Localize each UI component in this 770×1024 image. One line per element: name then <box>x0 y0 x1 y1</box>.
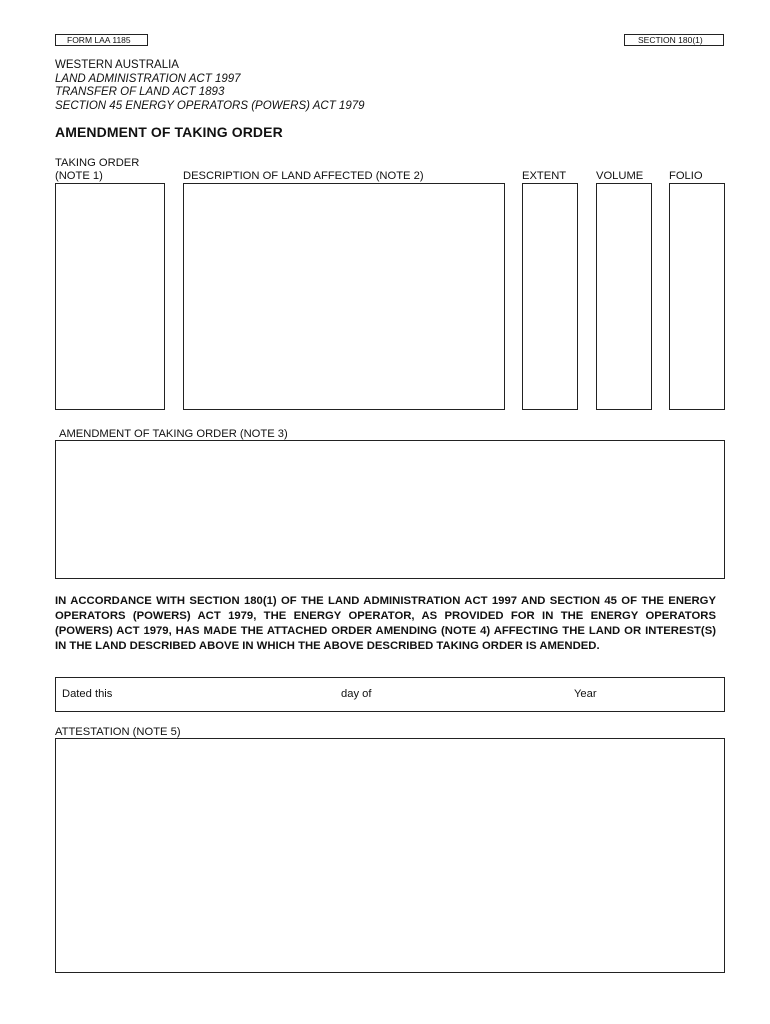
taking-order-label <box>55 157 139 183</box>
year-label: Year <box>574 688 597 700</box>
amendment-label: AMENDMENT OF TAKING ORDER (NOTE 3) <box>59 428 288 440</box>
statement-paragraph: IN ACCORDANCE WITH SECTION 180(1) OF THE LAND ADMINISTRATION ACT 1997 AND SECTION 45 OF THE ENERGY OPERATORS (POWERS) ACT 1979, THE ENERGY OPERATOR, AS PROVIDED FOR IN THE ENERGY OPERATORS (POWERS) ACT 1979, HAS MADE THE ATTACHED ORDER AMENDING (NOTE 4) AFFECTING THE LAND OR INTEREST(S) IN THE LAND DESCRIBED ABOVE IN WHICH THE ABOVE DESCRIBED TAKING ORDER IS AMENDED. <box>55 595 716 652</box>
taking-order-label-line1: TAKING ORDER <box>55 157 140 169</box>
state-name: WESTERN AUSTRALIA <box>55 59 179 71</box>
extent-label: EXTENT <box>522 170 567 182</box>
act-line-1: LAND ADMINISTRATION ACT 1997 <box>55 72 241 85</box>
year-input[interactable] <box>606 686 716 702</box>
extent-field[interactable] <box>523 184 577 409</box>
page-title: AMENDMENT OF TAKING ORDER <box>55 124 283 140</box>
description-field[interactable] <box>184 184 504 409</box>
day-input[interactable] <box>120 686 330 702</box>
attestation-label: ATTESTATION (NOTE 5) <box>55 726 181 738</box>
day-of-label: day of <box>341 688 372 700</box>
folio-field[interactable] <box>670 184 724 409</box>
act-line-3: SECTION 45 ENERGY OPERATORS (POWERS) ACT 1979 <box>55 99 365 112</box>
header-block <box>55 59 365 113</box>
section-ref-text: SECTION 180(1) <box>638 35 703 45</box>
amendment-field[interactable] <box>56 441 724 578</box>
form-code-tag <box>55 34 148 46</box>
taking-order-label-line2: (NOTE 1) <box>55 170 103 182</box>
section-ref-tag <box>624 34 724 46</box>
form-code-text: FORM LAA 1185 <box>67 35 131 45</box>
attestation-field[interactable] <box>56 739 724 972</box>
act-line-2: TRANSFER OF LAND ACT 1893 <box>55 86 225 98</box>
volume-field[interactable] <box>597 184 651 409</box>
dated-this-label: Dated this <box>62 688 113 700</box>
month-input[interactable] <box>380 686 560 702</box>
volume-label: VOLUME <box>596 170 644 182</box>
description-label: DESCRIPTION OF LAND AFFECTED (NOTE 2) <box>183 170 424 182</box>
folio-label: FOLIO <box>669 170 703 182</box>
taking-order-field[interactable] <box>56 184 164 409</box>
